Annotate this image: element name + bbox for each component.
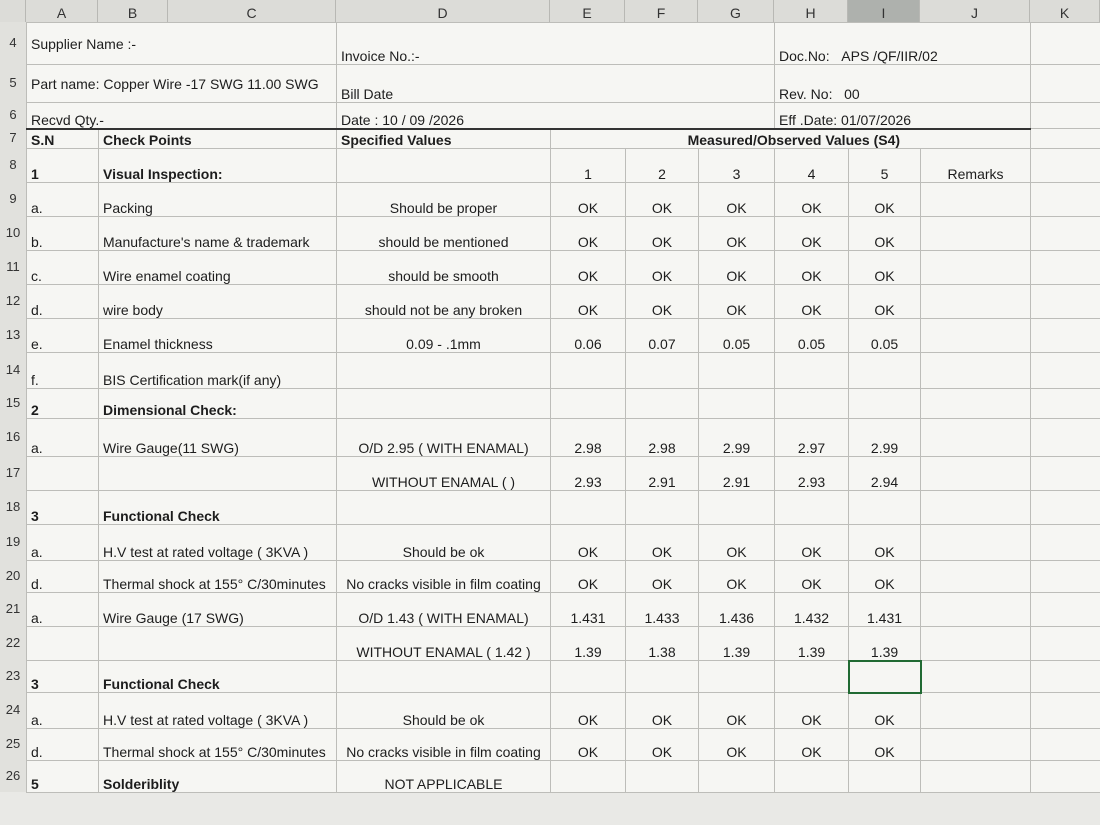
sample-value-cell[interactable]: 1.39 (699, 627, 775, 661)
empty-cell[interactable] (1031, 525, 1100, 561)
sample-value-cell[interactable] (849, 761, 921, 793)
remarks-cell[interactable] (921, 491, 1031, 525)
sample-value-cell[interactable]: 1.433 (626, 593, 699, 627)
column-header-b[interactable]: B (98, 0, 168, 22)
column-header-e[interactable]: E (550, 0, 625, 22)
sample-value-cell[interactable]: OK (775, 285, 849, 319)
sample-value-cell[interactable]: 0.05 (699, 319, 775, 353)
sample-value-cell[interactable]: OK (699, 693, 775, 729)
row-number-header[interactable]: 4 (0, 22, 26, 64)
check-point-cell[interactable]: Manufacture's name & trademark (99, 217, 337, 251)
sample-value-cell[interactable]: 1.431 (849, 593, 921, 627)
sample-value-cell[interactable]: OK (849, 561, 921, 593)
check-point-cell[interactable] (99, 627, 337, 661)
specified-value-cell[interactable]: No cracks visible in film coating (337, 729, 551, 761)
remarks-cell[interactable] (921, 285, 1031, 319)
empty-cell[interactable] (1031, 389, 1100, 419)
bill-date-cell[interactable]: Bill Date (337, 65, 775, 103)
invoice-no-cell[interactable]: Invoice No.:- (337, 23, 775, 65)
empty-cell[interactable] (1031, 217, 1100, 251)
empty-cell[interactable] (1031, 251, 1100, 285)
row-number-header[interactable]: 21 (0, 592, 26, 626)
sample-value-cell[interactable] (699, 661, 775, 693)
sample-value-cell[interactable] (699, 761, 775, 793)
sample-value-cell[interactable]: OK (551, 251, 626, 285)
sn-cell[interactable]: a. (27, 183, 99, 217)
sample-number-header: 4 (775, 149, 849, 183)
sample-value-cell[interactable]: OK (699, 729, 775, 761)
sample-value-cell[interactable] (626, 661, 699, 693)
sn-cell[interactable]: a. (27, 525, 99, 561)
doc-no-label: Doc.No: (779, 48, 830, 64)
sample-value-cell[interactable]: OK (699, 525, 775, 561)
sample-value-cell[interactable]: OK (849, 217, 921, 251)
specified-value-cell[interactable]: Should be ok (337, 693, 551, 729)
sample-value-cell[interactable]: OK (626, 729, 699, 761)
row-number-header[interactable]: 10 (0, 216, 26, 250)
table-row (27, 491, 1100, 525)
row-number-header[interactable]: 18 (0, 490, 26, 524)
sample-value-cell[interactable]: OK (699, 183, 775, 217)
sample-value-cell[interactable]: 2.98 (626, 419, 699, 457)
row-number-header[interactable]: 26 (0, 760, 26, 792)
sample-value-cell[interactable]: OK (775, 561, 849, 593)
sample-value-cell[interactable]: 2.94 (849, 457, 921, 491)
sample-value-cell[interactable]: OK (699, 285, 775, 319)
empty-cell[interactable] (1031, 561, 1100, 593)
sample-value-cell[interactable]: OK (775, 217, 849, 251)
check-point-cell[interactable]: H.V test at rated voltage ( 3KVA ) (99, 525, 337, 561)
table-row (27, 183, 1100, 217)
sample-value-cell[interactable]: OK (551, 729, 626, 761)
sample-value-cell[interactable]: 2.97 (775, 419, 849, 457)
specified-value-cell[interactable]: Should be proper (337, 183, 551, 217)
sample-value-cell[interactable]: 1.431 (551, 593, 626, 627)
sn-cell[interactable]: 2 (27, 389, 99, 419)
eff-date-cell[interactable]: Eff .Date: 01/07/2026 (775, 103, 1031, 129)
sample-value-cell[interactable]: 2.91 (699, 457, 775, 491)
sn-cell[interactable]: 3 (27, 491, 99, 525)
sn-cell[interactable]: 5 (27, 761, 99, 793)
recvd-qty-cell[interactable]: Recvd Qty.- (27, 103, 337, 129)
sn-cell[interactable]: d. (27, 729, 99, 761)
sample-value-cell[interactable] (699, 353, 775, 389)
sample-value-cell[interactable] (775, 661, 849, 693)
part-name-cell[interactable]: Part name: Copper Wire -17 SWG 11.00 SWG (27, 65, 337, 103)
sample-value-cell[interactable] (551, 389, 626, 419)
row-number-header[interactable]: 13 (0, 318, 26, 352)
sample-value-cell[interactable]: OK (626, 285, 699, 319)
table-row (27, 593, 1100, 627)
sample-value-cell[interactable] (626, 389, 699, 419)
check-point-cell[interactable]: Enamel thickness (99, 319, 337, 353)
measured-values-header: Measured/Observed Values (S4) (551, 129, 1031, 149)
sample-value-cell[interactable]: 1.436 (699, 593, 775, 627)
sample-value-cell[interactable] (626, 491, 699, 525)
check-points-header: Check Points (99, 129, 337, 149)
remarks-cell[interactable] (921, 761, 1031, 793)
check-point-cell[interactable]: wire body (99, 285, 337, 319)
sample-value-cell[interactable]: OK (699, 561, 775, 593)
sn-header: S.N (27, 129, 99, 149)
remarks-cell[interactable] (921, 389, 1031, 419)
sample-value-cell[interactable]: OK (775, 183, 849, 217)
check-point-cell[interactable]: Wire enamel coating (99, 251, 337, 285)
sample-value-cell[interactable]: OK (626, 217, 699, 251)
remarks-cell[interactable] (921, 217, 1031, 251)
sample-value-cell[interactable]: OK (849, 251, 921, 285)
table-row (27, 149, 1100, 183)
table-row (27, 319, 1100, 353)
specified-value-cell[interactable]: should be mentioned (337, 217, 551, 251)
table-row (27, 729, 1100, 761)
sample-value-cell[interactable]: 1.39 (551, 627, 626, 661)
sample-number-header: 5 (849, 149, 921, 183)
sample-value-cell[interactable]: 1.39 (775, 627, 849, 661)
empty-cell[interactable] (1031, 285, 1100, 319)
row-number-header[interactable]: 17 (0, 456, 26, 490)
sample-value-cell[interactable] (551, 661, 626, 693)
sample-value-cell[interactable]: OK (775, 525, 849, 561)
sn-cell[interactable]: d. (27, 285, 99, 319)
empty-cell[interactable] (1031, 693, 1100, 729)
sample-value-cell[interactable]: OK (626, 183, 699, 217)
remarks-cell[interactable] (921, 561, 1031, 593)
sample-value-cell[interactable]: 0.07 (626, 319, 699, 353)
sample-value-cell[interactable]: OK (551, 525, 626, 561)
rev-no-cell[interactable] (775, 65, 1031, 103)
row-number-header[interactable]: 25 (0, 728, 26, 760)
column-header-d[interactable]: D (336, 0, 550, 22)
table-row (27, 353, 1100, 389)
sample-value-cell[interactable]: OK (626, 561, 699, 593)
sample-value-cell[interactable]: OK (551, 693, 626, 729)
sample-value-cell[interactable]: OK (551, 285, 626, 319)
select-all-corner[interactable] (0, 0, 26, 22)
sn-cell[interactable]: a. (27, 693, 99, 729)
column-header-j[interactable]: J (920, 0, 1030, 22)
check-point-cell[interactable] (99, 457, 337, 491)
table-row (27, 389, 1100, 419)
sample-value-cell[interactable]: 2.99 (849, 419, 921, 457)
check-point-cell[interactable]: H.V test at rated voltage ( 3KVA ) (99, 693, 337, 729)
sample-value-cell[interactable] (626, 353, 699, 389)
remarks-cell[interactable] (921, 419, 1031, 457)
rev-no-label: Rev. No: (779, 86, 833, 102)
row-number-header[interactable]: 14 (0, 352, 26, 388)
remarks-cell[interactable] (921, 661, 1031, 693)
sample-value-cell[interactable]: OK (626, 693, 699, 729)
check-point-cell[interactable]: Thermal shock at 155° C/30minutes (99, 561, 337, 593)
column-header-k[interactable]: K (1030, 0, 1100, 22)
doc-no-cell[interactable] (775, 23, 1031, 65)
specified-value-cell[interactable]: WITHOUT ENAMAL ( 1.42 ) (337, 627, 551, 661)
remarks-header: Remarks (921, 149, 1031, 183)
specified-value-cell[interactable]: NOT APPLICABLE (337, 761, 551, 793)
cell-k4[interactable] (1031, 23, 1100, 65)
table-row (27, 761, 1100, 793)
sample-number-header: 3 (699, 149, 775, 183)
row-number-header[interactable]: 24 (0, 692, 26, 728)
sample-value-cell[interactable]: 0.05 (849, 319, 921, 353)
sn-cell[interactable]: 1 (27, 149, 99, 183)
empty-cell[interactable] (1031, 593, 1100, 627)
sample-value-cell[interactable] (775, 353, 849, 389)
row-number-header[interactable]: 20 (0, 560, 26, 592)
sample-number-header: 1 (551, 149, 626, 183)
sample-value-cell[interactable]: 0.06 (551, 319, 626, 353)
row-number-header[interactable]: 22 (0, 626, 26, 660)
remarks-cell[interactable] (921, 319, 1031, 353)
column-header-c[interactable]: C (168, 0, 336, 22)
sn-cell[interactable]: c. (27, 251, 99, 285)
sample-value-cell[interactable]: 2.91 (626, 457, 699, 491)
specified-values-header: Specified Values (337, 129, 551, 149)
check-point-cell[interactable]: Visual Inspection: (99, 149, 337, 183)
check-point-cell[interactable]: BIS Certification mark(if any) (99, 353, 337, 389)
sample-value-cell[interactable]: OK (775, 251, 849, 285)
specified-value-cell[interactable]: O/D 2.95 ( WITH ENAMAL) (337, 419, 551, 457)
column-header-i[interactable]: I (848, 0, 920, 22)
check-point-cell[interactable]: Solderiblity (99, 761, 337, 793)
table-row (27, 217, 1100, 251)
empty-cell[interactable] (1031, 457, 1100, 491)
row-number-header[interactable]: 15 (0, 388, 26, 418)
empty-cell[interactable] (1031, 729, 1100, 761)
sn-cell[interactable] (27, 627, 99, 661)
sample-value-cell[interactable] (699, 491, 775, 525)
sample-value-cell[interactable]: OK (699, 217, 775, 251)
sample-value-cell[interactable]: OK (775, 693, 849, 729)
empty-cell[interactable] (1031, 661, 1100, 693)
table-row (27, 419, 1100, 457)
selected-cell[interactable] (849, 661, 921, 693)
sn-cell[interactable]: 3 (27, 661, 99, 693)
sample-value-cell[interactable]: 2.99 (699, 419, 775, 457)
table-row (27, 525, 1100, 561)
sample-value-cell[interactable]: OK (775, 729, 849, 761)
sample-value-cell[interactable]: 0.05 (775, 319, 849, 353)
sample-value-cell[interactable]: OK (551, 561, 626, 593)
specified-value-cell[interactable] (337, 149, 551, 183)
column-header-g[interactable]: G (698, 0, 774, 22)
row-number-header[interactable]: 23 (0, 660, 26, 692)
empty-cell[interactable] (1031, 419, 1100, 457)
sn-cell[interactable]: e. (27, 319, 99, 353)
sample-value-cell[interactable]: OK (849, 525, 921, 561)
specified-value-cell[interactable]: 0.09 - .1mm (337, 319, 551, 353)
sample-value-cell[interactable]: 2.93 (775, 457, 849, 491)
empty-cell[interactable] (1031, 491, 1100, 525)
remarks-cell[interactable] (921, 251, 1031, 285)
empty-cell[interactable] (1031, 183, 1100, 217)
cell-k6[interactable] (1031, 103, 1100, 129)
sn-cell[interactable]: f. (27, 353, 99, 389)
empty-cell[interactable] (1031, 149, 1100, 183)
table-row (27, 627, 1100, 661)
remarks-cell[interactable] (921, 353, 1031, 389)
sample-value-cell[interactable] (551, 761, 626, 793)
empty-cell[interactable] (1031, 627, 1100, 661)
sample-value-cell[interactable]: 1.432 (775, 593, 849, 627)
cell-k5[interactable] (1031, 65, 1100, 103)
sample-value-cell[interactable]: OK (626, 525, 699, 561)
sample-value-cell[interactable] (699, 389, 775, 419)
table-row (27, 457, 1100, 491)
sample-value-cell[interactable] (849, 491, 921, 525)
row-number-header[interactable]: 5 (0, 64, 26, 102)
sample-number-header: 2 (626, 149, 699, 183)
doc-no-value: APS /QF/IIR/02 (841, 48, 938, 64)
row-number-header[interactable]: 8 (0, 148, 26, 182)
sample-value-cell[interactable]: OK (849, 285, 921, 319)
row-number-header[interactable]: 12 (0, 284, 26, 318)
check-point-cell[interactable]: Wire Gauge(11 SWG) (99, 419, 337, 457)
row-number-header[interactable]: 11 (0, 250, 26, 284)
sample-value-cell[interactable]: 2.98 (551, 419, 626, 457)
check-point-cell[interactable]: Thermal shock at 155° C/30minutes (99, 729, 337, 761)
sample-value-cell[interactable] (626, 761, 699, 793)
row-number-header[interactable]: 16 (0, 418, 26, 456)
empty-cell[interactable] (1031, 319, 1100, 353)
specified-value-cell[interactable] (337, 353, 551, 389)
sample-value-cell[interactable]: OK (626, 251, 699, 285)
check-point-cell[interactable]: Dimensional Check: (99, 389, 337, 419)
table-row (27, 251, 1100, 285)
sample-value-cell[interactable]: OK (551, 183, 626, 217)
check-point-cell[interactable]: Functional Check (99, 491, 337, 525)
cell-k7[interactable] (1031, 129, 1100, 149)
sample-value-cell[interactable]: OK (849, 183, 921, 217)
rev-no-value: 00 (844, 86, 860, 102)
remarks-cell[interactable] (921, 457, 1031, 491)
sample-value-cell[interactable]: 2.93 (551, 457, 626, 491)
sample-value-cell[interactable] (551, 491, 626, 525)
remarks-cell[interactable] (921, 593, 1031, 627)
remarks-cell[interactable] (921, 525, 1031, 561)
sample-value-cell[interactable] (775, 389, 849, 419)
specified-value-cell[interactable]: Should be ok (337, 525, 551, 561)
specified-value-cell[interactable]: should be smooth (337, 251, 551, 285)
sample-value-cell[interactable] (849, 389, 921, 419)
check-point-cell[interactable]: Packing (99, 183, 337, 217)
specified-value-cell[interactable] (337, 491, 551, 525)
table-row (27, 561, 1100, 593)
date-cell[interactable]: Date : 10 / 09 /2026 (337, 103, 775, 129)
row-number-header[interactable]: 6 (0, 102, 26, 128)
remarks-cell[interactable] (921, 183, 1031, 217)
column-header-a[interactable]: A (26, 0, 98, 22)
remarks-cell[interactable] (921, 693, 1031, 729)
remarks-cell[interactable] (921, 627, 1031, 661)
row-number-header[interactable]: 19 (0, 524, 26, 560)
table-row (27, 285, 1100, 319)
sample-value-cell[interactable]: OK (849, 693, 921, 729)
sample-value-cell[interactable]: OK (551, 217, 626, 251)
sample-value-cell[interactable]: OK (849, 729, 921, 761)
specified-value-cell[interactable]: WITHOUT ENAMAL ( ) (337, 457, 551, 491)
sample-value-cell[interactable]: OK (699, 251, 775, 285)
remarks-cell[interactable] (921, 729, 1031, 761)
sample-value-cell[interactable] (775, 491, 849, 525)
specified-value-cell[interactable]: O/D 1.43 ( WITH ENAMAL) (337, 593, 551, 627)
sn-cell[interactable]: d. (27, 561, 99, 593)
specified-value-cell[interactable] (337, 389, 551, 419)
cell-grid (26, 22, 1100, 825)
specified-value-cell[interactable]: should not be any broken (337, 285, 551, 319)
column-header-f[interactable]: F (625, 0, 698, 22)
sn-cell[interactable] (27, 457, 99, 491)
empty-cell[interactable] (1031, 353, 1100, 389)
empty-cell[interactable] (1031, 761, 1100, 793)
specified-value-cell[interactable] (337, 661, 551, 693)
sn-cell[interactable]: b. (27, 217, 99, 251)
check-point-cell[interactable]: Functional Check (99, 661, 337, 693)
row-number-header[interactable]: 9 (0, 182, 26, 216)
sn-cell[interactable]: a. (27, 419, 99, 457)
sn-cell[interactable]: a. (27, 593, 99, 627)
column-header-bar (0, 0, 1100, 23)
check-point-cell[interactable]: Wire Gauge (17 SWG) (99, 593, 337, 627)
specified-value-cell[interactable]: No cracks visible in film coating (337, 561, 551, 593)
inspection-table (26, 22, 1100, 793)
sample-value-cell[interactable] (775, 761, 849, 793)
supplier-name-cell[interactable]: Supplier Name :- (27, 23, 337, 65)
sample-value-cell[interactable]: 1.38 (626, 627, 699, 661)
row-number-header[interactable]: 7 (0, 128, 26, 148)
sample-value-cell[interactable] (849, 353, 921, 389)
column-header-h[interactable]: H (774, 0, 848, 22)
sample-value-cell[interactable] (551, 353, 626, 389)
sample-value-cell[interactable]: 1.39 (849, 627, 921, 661)
table-row (27, 693, 1100, 729)
table-row (27, 661, 1100, 693)
